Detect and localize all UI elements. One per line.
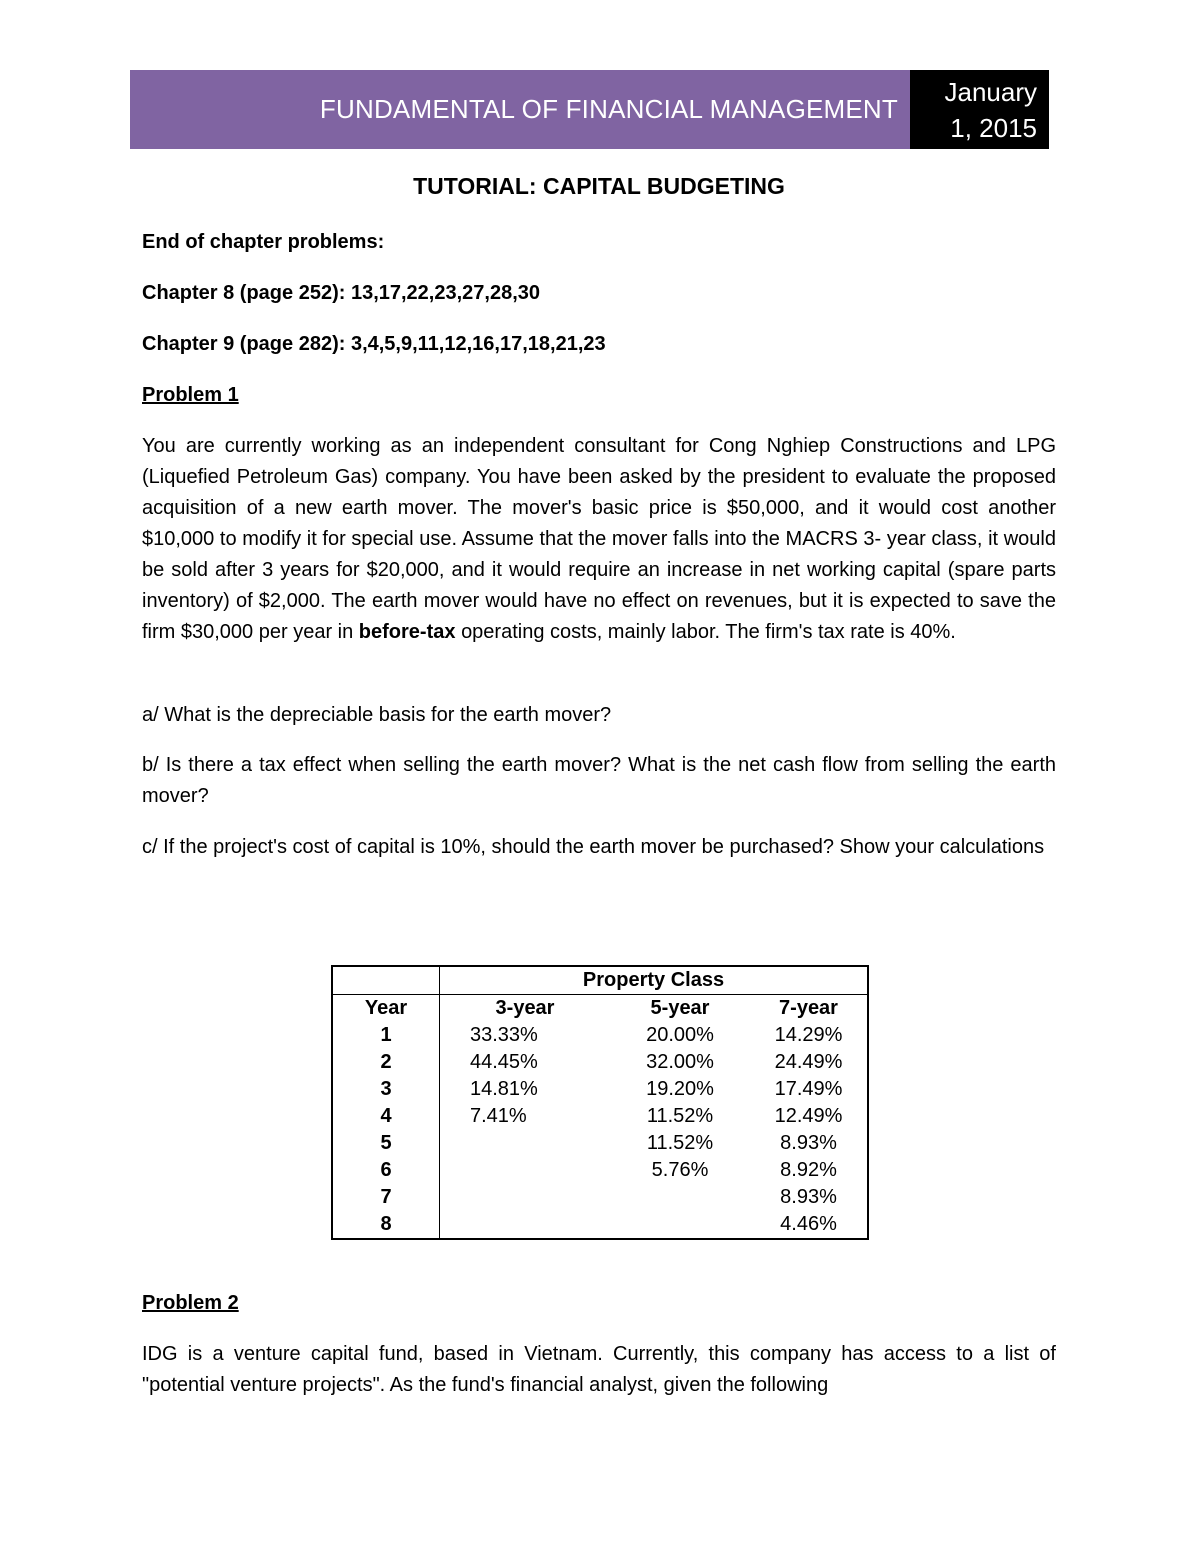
table-column-header-row (332, 995, 868, 1023)
cell-3-year: 33.33% (470, 1024, 538, 1046)
cell-3-year (440, 1211, 611, 1239)
problem-1-text (142, 431, 1056, 648)
property-class-header: Property Class (440, 966, 869, 995)
table-row (332, 1211, 868, 1239)
cell-7-year: 8.92% (780, 1159, 837, 1181)
header-date-line1: January (944, 77, 1037, 107)
cell-year: 2 (332, 1049, 440, 1076)
table-row (332, 1076, 868, 1103)
cell-5-year (610, 1184, 750, 1211)
header-date-line2: 1, 2015 (950, 113, 1037, 143)
macrs-table (331, 965, 869, 1240)
table-row (332, 1184, 868, 1211)
cell-5-year: 32.00% (646, 1051, 714, 1073)
cell-7-year: 12.49% (774, 1105, 843, 1127)
cell-3-year (440, 1130, 611, 1157)
cell-5-year: 5.76% (651, 1159, 709, 1181)
col-header-3-year: 3-year (495, 997, 555, 1019)
table-row (332, 1103, 868, 1130)
table-row (332, 1157, 868, 1184)
page-header (130, 70, 1049, 149)
chapter-9-problems: Chapter 9 (page 282): 3,4,5,9,11,12,16,17,18,21,23 (142, 333, 606, 355)
chapter-8-problems: Chapter 8 (page 252): 13,17,22,23,27,28,30 (142, 282, 541, 304)
question-b: b/ Is there a tax effect when selling the earth mover? What is the net cash flow from selling the earth mover? (142, 754, 1056, 807)
header-date (910, 70, 1049, 149)
cell-year: 7 (332, 1184, 440, 1211)
col-header-7-year: 7-year (779, 997, 838, 1019)
problem-1-text-bold: before-tax (358, 621, 456, 643)
cell-3-year (440, 1184, 611, 1211)
table-row (332, 1049, 868, 1076)
cell-7-year: 24.49% (774, 1051, 843, 1073)
cell-year: 4 (332, 1103, 440, 1130)
cell-year: 6 (332, 1157, 440, 1184)
cell-7-year: 14.29% (774, 1024, 843, 1046)
cell-5-year (610, 1211, 750, 1239)
cell-5-year: 11.52% (646, 1132, 714, 1154)
table-row (332, 1130, 868, 1157)
cell-year: 5 (332, 1130, 440, 1157)
problem-2-heading: Problem 2 (142, 1292, 239, 1314)
question-a: a/ What is the depreciable basis for the earth mover? (142, 704, 612, 726)
table-row (332, 1022, 868, 1049)
cell-year: 8 (332, 1211, 440, 1239)
problem-2-text: IDG is a venture capital fund, based in Vietnam. Currently, this company has access to a list of "potential venture projects". As the fund's financial analyst, given the following (142, 1343, 1056, 1396)
cell-5-year: 20.00% (646, 1024, 714, 1046)
cell-5-year: 19.20% (646, 1078, 714, 1100)
cell-7-year: 8.93% (780, 1186, 837, 1208)
end-of-chapter-label: End of chapter problems: (142, 231, 385, 253)
cell-3-year: 7.41% (470, 1105, 527, 1127)
col-header-5-year: 5-year (650, 997, 710, 1019)
table-group-header-row (332, 966, 868, 995)
cell-3-year: 44.45% (470, 1051, 538, 1073)
problem-1-text-after: operating costs, mainly labor. The firm's tax rate is 40%. (461, 621, 956, 643)
col-header-year: Year (332, 995, 440, 1023)
cell-year: 1 (332, 1022, 440, 1049)
problem-1-heading: Problem 1 (142, 384, 239, 406)
header-title: FUNDAMENTAL OF FINANCIAL MANAGEMENT (130, 70, 910, 149)
document-title: TUTORIAL: CAPITAL BUDGETING (413, 173, 785, 199)
question-c: c/ If the project's cost of capital is 10%, should the earth mover be purchased? Show your calculations (142, 836, 1045, 858)
cell-5-year: 11.52% (646, 1105, 714, 1127)
table-corner-cell (332, 966, 440, 995)
cell-7-year: 8.93% (780, 1132, 837, 1154)
cell-3-year: 14.81% (470, 1078, 538, 1100)
cell-7-year: 17.49% (774, 1078, 843, 1100)
cell-3-year (440, 1157, 611, 1184)
problem-1-text-before: You are currently working as an independent consultant for Cong Nghiep Constructions and LPG (Liquefied Petroleum Gas) company. You have been asked by the president to evaluate the proposed acquisition of a new earth mover. The mover's basic price is $50,000, and it would cost another $10,000 to modify it for special use. Assume that the mover falls into the MACRS 3- year class, it would be sold after 3 years for $20,000, and it would require an increase in net working capital (spare parts inventory) of $2,000. The earth mover would have no effect on revenues, but it is expected to save the firm $30,000 per year in (142, 435, 1056, 643)
cell-7-year: 4.46% (780, 1213, 837, 1235)
cell-year: 3 (332, 1076, 440, 1103)
